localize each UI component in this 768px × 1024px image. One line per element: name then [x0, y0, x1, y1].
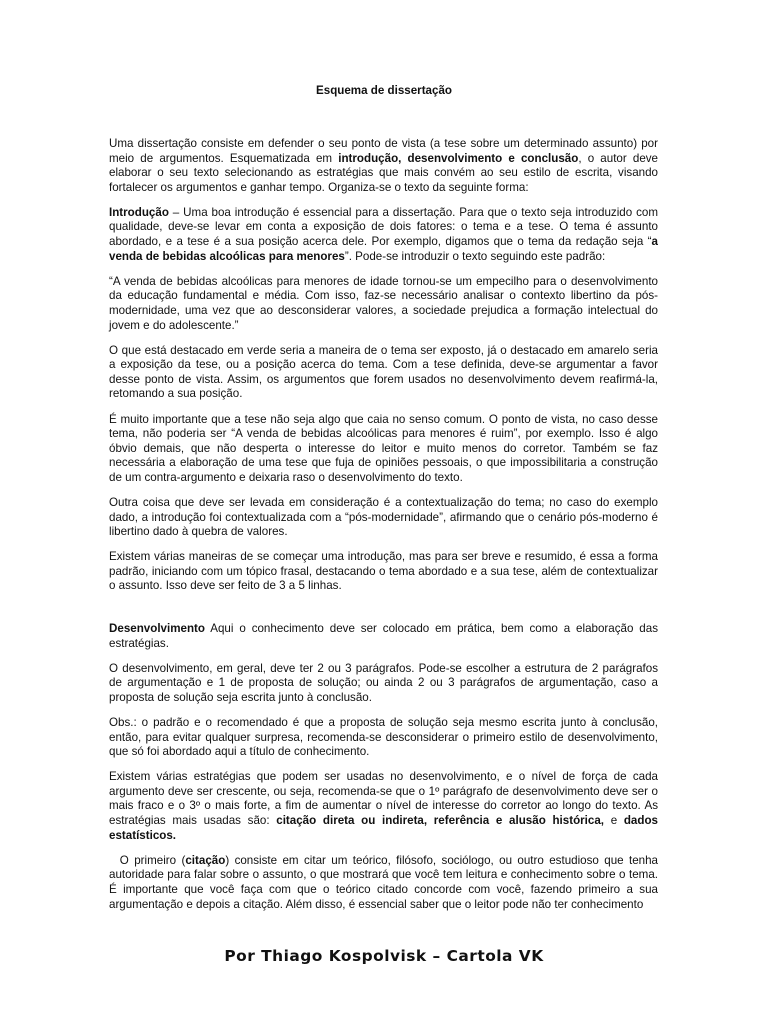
contextualizacao-paragraph: Outra coisa que deve ser levada em consideração é a contextualização do tema; no caso do exemplo dado, a introdução foi contextualizada com a “pós-modernidade”, afirmando que o cenário pós-moderno é libertino dado à quebra de valores. [109, 495, 658, 539]
bold-run: citação [185, 853, 226, 867]
bold-run: dados estatísticos. [109, 814, 658, 842]
intro-paragraph [109, 137, 658, 195]
obs-paragraph: Obs.: o padrão e o recomendado é que a proposta de solução seja mesmo escrita junto à conclusão, então, para evitar qualquer surpresa, recomenda-se desconsiderar o primeiro estilo de desenvolvimento, que só foi abordado aqui a título de conhecimento. [109, 716, 658, 759]
text-run: , o autor deve elaborar o seu texto selecionando as estratégias que mais convém ao seu estilo de escrita, visando fortalecer os argumentos e ganhar tempo. Organiza-se o texto da seguinte forma: [109, 151, 659, 194]
destacado-paragraph: O que está destacado em verde seria a maneira de o tema ser exposto, já o destacado em amarelo seria a exposição da tese, ou a posição acerca do tema. Com a tese definida, deve-se argumentar a favor desse ponto de vista. Assim, os argumentos que forem usados no desenvolvimento devem reafirmá-la, retomando a sua posição. [109, 343, 658, 401]
citacao-paragraph [109, 853, 662, 912]
bold-run: introdução, desenvolvimento e conclusão [338, 151, 579, 165]
estrategias-paragraph [109, 770, 658, 843]
text-run: – Uma boa introdução é essencial para a dissertação. Para que o texto seja introduzido com qualidade, deve-se levar em conta a exposição de dois fatores: o tema e a tese. O tema é assunto abordado, e a tese é a sua posição acerca dele. Por exemplo, digamos que o tema da redação seja “ [109, 205, 658, 249]
section-heading-introducao: Introdução [109, 205, 169, 219]
maneiras-paragraph: Existem várias maneiras de se começar uma introdução, mas para ser breve e resumido, é essa a forma padrão, iniciando com um tópico frasal, destacando o tema abordado e a sua tese, além de contextualizar o assunto. Isso deve ser feito de 3 a 5 linhas. [109, 550, 658, 593]
text-run: Existem várias estratégias que podem ser usadas no desenvolvimento, e o nível de força de cada argumento deve ser crescente, ou seja, recomenda-se que o 1º parágrafo de desenvolvimento deve ser o mais fraco e o 3º o mais forte, a fim de aumentar o nível de interesse do corretor ao longo do texto. As estratégias mais usadas são: [109, 770, 658, 828]
footer-credit: Por Thiago Kospolvisk – Cartola VK [224, 947, 544, 965]
text-run: O primeiro ( [109, 853, 186, 867]
text-run: ) consiste em citar um teórico, filósofo, sociólogo, ou outro estudioso que tenha autoridade para falar sobre o assunto, o que mostrará que você tem leitura e conhecimento sobre o tema. É importante que você faça com que o teórico citado concorde com você, fazendo primeiro a sua argumentação e depois a citação. Além disso, é essencial saber que o leitor pode não ter conhecimento [109, 853, 662, 911]
text-run: Uma dissertação consiste em defender o seu ponto de vista (a tese sobre um determinado assunto) por meio de argumentos. Esquematizada em [109, 137, 658, 165]
bold-run: citação direta ou indireta, referência e alusão histórica, [276, 814, 605, 828]
desenv-structure-paragraph: O desenvolvimento, em geral, deve ter 2 ou 3 parágrafos. Pode-se escolher a estrutura de 2 parágrafos de argumentação e 1 de proposta de solução; ou ainda 2 ou 3 parágrafos de argumentação, caso a proposta de solução seja escrita junto à conclusão. [109, 661, 658, 704]
section-heading-desenvolvimento: Desenvolvimento [109, 622, 205, 636]
document-title: Esquema de dissertação [316, 84, 452, 97]
text-run: e [604, 814, 624, 828]
importante-paragraph: É muito importante que a tese não seja algo que caia no senso comum. O ponto de vista, no caso desse tema, não poderia ser “A venda de bebidas alcoólicas para menores é ruim”, por exemplo. Isso é algo óbvio demais, que não desperta o interesse do leitor e muito menos do corretor. Também se faz necessária a elaboração de uma tese que fuja de opiniões pessoais, o que impossibilitaria a construção de um contra-argumento e deixaria raso o desenvolvimento do texto. [109, 412, 658, 484]
document-body [109, 137, 662, 923]
quote-paragraph: “A venda de bebidas alcoólicas para menores de idade tornou-se um empecilho para o desenvolvimento da educação fundamental e média. Com isso, faz-se necessário analisar o contexto libertino da pós-modernidade, uma vez que ao desconsiderar valores, a sociedade prejudica a formação intelectual do jovem e do adolescente.” [109, 274, 658, 332]
bold-run: a venda de bebidas alcoólicas para menores [109, 235, 658, 263]
text-run: ”. Pode-se introduzir o texto seguindo este padrão: [344, 249, 606, 263]
text-run: Aqui o conhecimento deve ser colocado em prática, bem como a elaboração das estratégias. [109, 622, 658, 650]
introducao-paragraph [109, 206, 658, 264]
desenvolvimento-paragraph [109, 622, 658, 651]
